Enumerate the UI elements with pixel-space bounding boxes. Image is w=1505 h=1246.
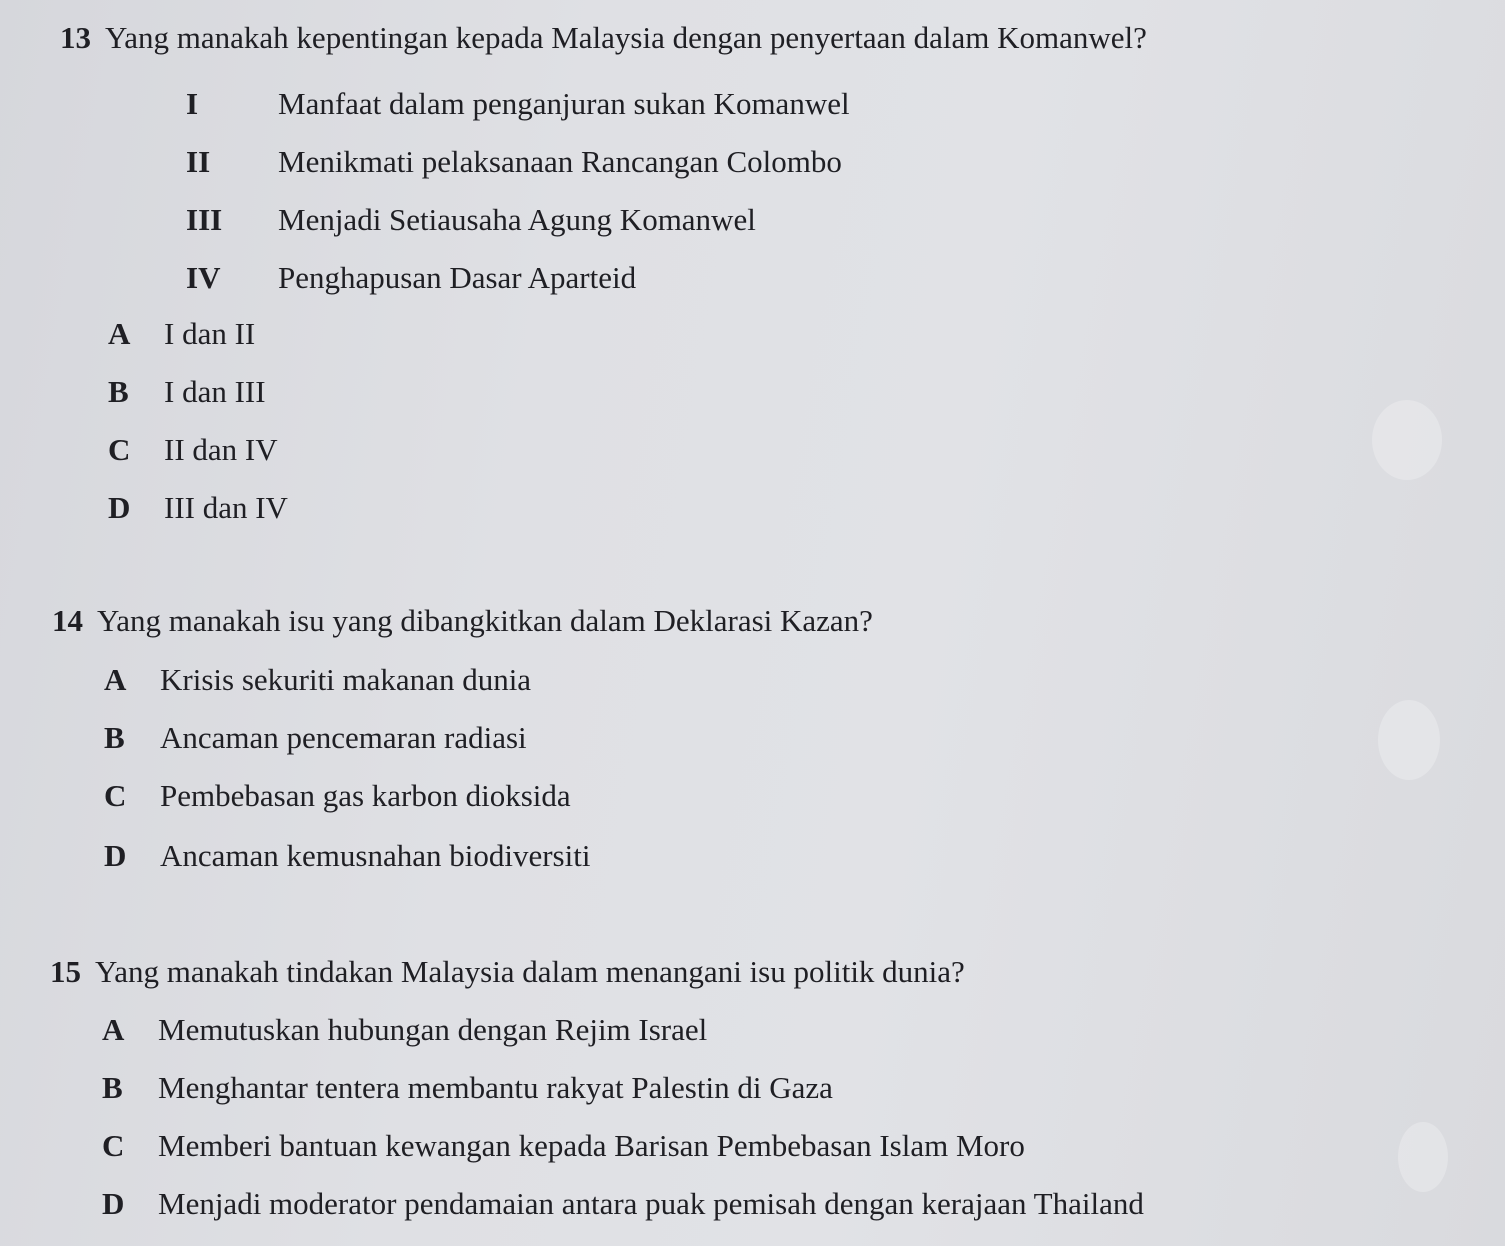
question-text: Yang manakah isu yang dibangkitkan dalam Deklarasi Kazan? <box>97 603 873 638</box>
option-13-b[interactable] <box>108 376 266 407</box>
option-15-a[interactable] <box>102 1014 707 1045</box>
option-text: Menjadi moderator pendamaian antara puak pemisah dengan kerajaan Thailand <box>158 1186 1144 1221</box>
statement-text: Menikmati pelaksanaan Rancangan Colombo <box>278 144 842 179</box>
question-text: Yang manakah kepentingan kepada Malaysia dengan penyertaan dalam Komanwel? <box>105 20 1147 55</box>
option-13-c[interactable] <box>108 434 278 465</box>
option-letter: B <box>102 1070 123 1105</box>
option-14-c[interactable] <box>104 780 571 811</box>
statement-text: Manfaat dalam penganjuran sukan Komanwel <box>278 86 850 121</box>
option-text: Krisis sekuriti makanan dunia <box>160 662 532 697</box>
option-text: Pembebasan gas karbon dioksida <box>160 778 571 813</box>
question-13-heading <box>60 22 1147 53</box>
option-text: I dan II <box>164 316 256 351</box>
option-letter: C <box>104 778 127 813</box>
option-15-d[interactable] <box>102 1188 1144 1219</box>
option-letter: A <box>102 1012 125 1047</box>
option-text: II dan IV <box>164 432 278 467</box>
question-number: 14 <box>52 603 83 638</box>
option-text: III dan IV <box>164 490 288 525</box>
option-14-b[interactable] <box>104 722 527 753</box>
option-text: I dan III <box>164 374 266 409</box>
punch-hole-shape <box>1372 400 1442 480</box>
option-letter: D <box>104 838 127 873</box>
question-14-heading <box>52 605 873 636</box>
punch-hole-shape <box>1398 1122 1448 1192</box>
statement-numeral: II <box>186 144 211 179</box>
option-text: Ancaman pencemaran radiasi <box>160 720 527 755</box>
question-text: Yang manakah tindakan Malaysia dalam menangani isu politik dunia? <box>95 954 965 989</box>
question-number: 15 <box>50 954 81 989</box>
statement-text: Penghapusan Dasar Aparteid <box>278 260 637 295</box>
punch-hole-shape <box>1378 700 1440 780</box>
statement-numeral: IV <box>186 260 221 295</box>
question-number: 13 <box>60 20 91 55</box>
option-text: Memberi bantuan kewangan kepada Barisan Pembebasan Islam Moro <box>158 1128 1025 1163</box>
option-text: Memutuskan hubungan dengan Rejim Israel <box>158 1012 708 1047</box>
option-14-d[interactable] <box>104 840 590 871</box>
option-14-a[interactable] <box>104 664 531 695</box>
statement-ii <box>186 146 842 177</box>
option-letter: D <box>102 1186 125 1221</box>
option-letter: B <box>108 374 129 409</box>
option-13-a[interactable] <box>108 318 255 349</box>
option-letter: C <box>108 432 131 467</box>
statement-text: Menjadi Setiausaha Agung Komanwel <box>278 202 756 237</box>
option-text: Ancaman kemusnahan biodiversiti <box>160 838 591 873</box>
statement-iv <box>186 262 636 293</box>
statement-numeral: III <box>186 202 223 237</box>
option-letter: D <box>108 490 131 525</box>
option-13-d[interactable] <box>108 492 288 523</box>
statement-numeral: I <box>186 86 199 121</box>
statement-iii <box>186 204 756 235</box>
option-letter: A <box>108 316 131 351</box>
option-text: Menghantar tentera membantu rakyat Palestin di Gaza <box>158 1070 833 1105</box>
option-15-c[interactable] <box>102 1130 1025 1161</box>
statement-i <box>186 88 850 119</box>
question-15-heading <box>50 956 965 987</box>
option-letter: A <box>104 662 127 697</box>
option-15-b[interactable] <box>102 1072 833 1103</box>
option-letter: B <box>104 720 125 755</box>
option-letter: C <box>102 1128 125 1163</box>
